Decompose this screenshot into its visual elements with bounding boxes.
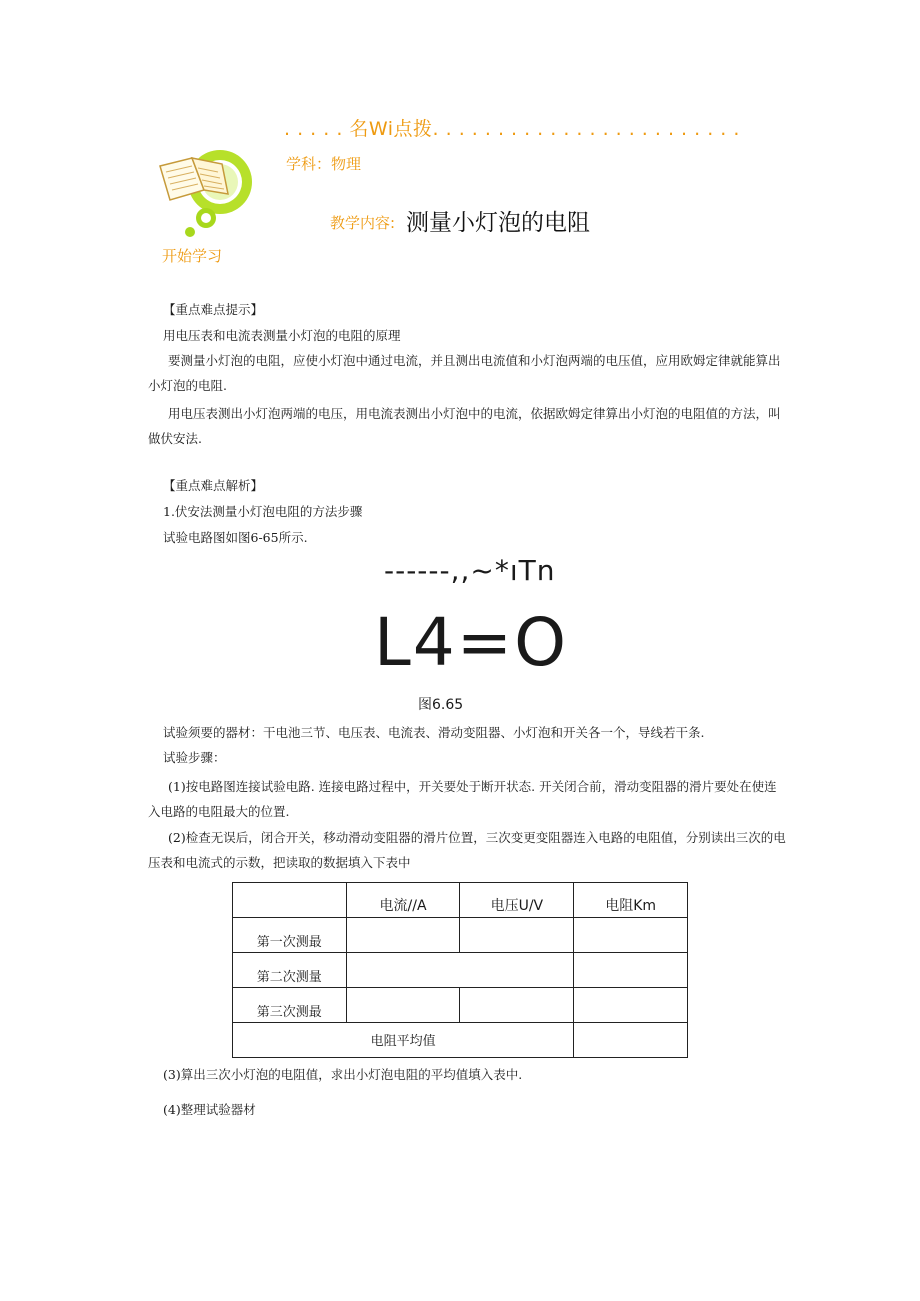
step-2: (2)检查无误后，闭合开关，移动滑动变阻器的滑片位置，三次变更变阻器连入电路的电阻值，分别读出三次的电压表和电流式的示数，把读取的数据填入下表中 — [148, 830, 786, 870]
table-header-empty — [233, 883, 347, 918]
figure-garbled-line2: L4=O — [374, 604, 569, 681]
table-header-resistance: 电阻Km — [574, 883, 688, 918]
table-cell — [460, 918, 574, 953]
measurement-table — [232, 882, 688, 1058]
step-1: (1)按电路图连接试验电路. 连接电路过程中，开关要处于断开状态. 开关闭合前，滑动变阻器的滑片要处在使连入电路的电阻最大的位置. — [148, 779, 777, 819]
lesson-label: 教学内容: — [330, 214, 396, 232]
diagram-reference: 试验电路图如图6-65所示. — [163, 530, 308, 545]
banner-title: . . . . . 名Wi点拨. . . . . . . . . . . . . . . . . . . . . . . . — [284, 118, 740, 140]
figure-garbled-line1: ------,,~*ıTn — [384, 554, 556, 587]
table-cell — [574, 988, 688, 1023]
table-header-row — [233, 883, 688, 918]
steps-label: 试验步骤： — [163, 750, 226, 765]
section2-heading: 【重点难点解析】 — [163, 478, 264, 493]
table-cell — [346, 988, 460, 1023]
table-cell — [574, 1023, 688, 1058]
step-3: (3)算出三次小灯泡的电阻值，求出小灯泡电阻的平均值填入表中. — [163, 1067, 523, 1082]
table-cell — [460, 988, 574, 1023]
section2-item1: 1.伏安法测量小灯泡电阻的方法步骤 — [163, 504, 363, 519]
lesson-title: 测量小灯泡的电阻 — [406, 210, 590, 236]
table-row-label: 第三次测最 — [233, 988, 347, 1023]
average-resistance-label: 电阻平均值 — [233, 1023, 574, 1058]
table-cell — [346, 953, 574, 988]
table-row — [233, 918, 688, 953]
section1-heading: 【重点难点提示】 — [163, 302, 264, 317]
table-cell — [574, 953, 688, 988]
table-cell — [574, 918, 688, 953]
table-cell — [346, 918, 460, 953]
table-header-current: 电流//A — [346, 883, 460, 918]
subject-label: 学科：物理 — [286, 155, 362, 173]
table-row-label: 第一次测最 — [233, 918, 347, 953]
table-row — [233, 953, 688, 988]
table-header-voltage: 电压U/V — [460, 883, 574, 918]
section1-line1: 用电压表和电流表测量小灯泡的电阻的原理 — [163, 328, 401, 343]
figure-caption: 图6.65 — [418, 697, 464, 713]
table-row — [233, 988, 688, 1023]
section1-para2: 用电压表测出小灯泡两端的电压，用电流表测出小灯泡中的电流，依据欧姆定律算出小灯泡的电阻值的方法，叫做伏安法. — [148, 406, 781, 446]
equipment-text: 试验须要的器材：干电池三节、电压表、电流表、滑动变阻器、小灯泡和开关各一个，导线若干条. — [163, 725, 705, 740]
open-book-icon — [152, 144, 252, 239]
table-average-row — [233, 1023, 688, 1058]
section1-para1: 要测量小灯泡的电阻，应使小灯泡中通过电流，并且测出电流值和小灯泡两端的电压值，应用欧姆定律就能算出小灯泡的电阻. — [148, 353, 781, 393]
table-row-label: 第二次测量 — [233, 953, 347, 988]
start-learning-label: 开始学习 — [162, 247, 223, 265]
step-4: (4)整理试验器材 — [163, 1102, 256, 1117]
